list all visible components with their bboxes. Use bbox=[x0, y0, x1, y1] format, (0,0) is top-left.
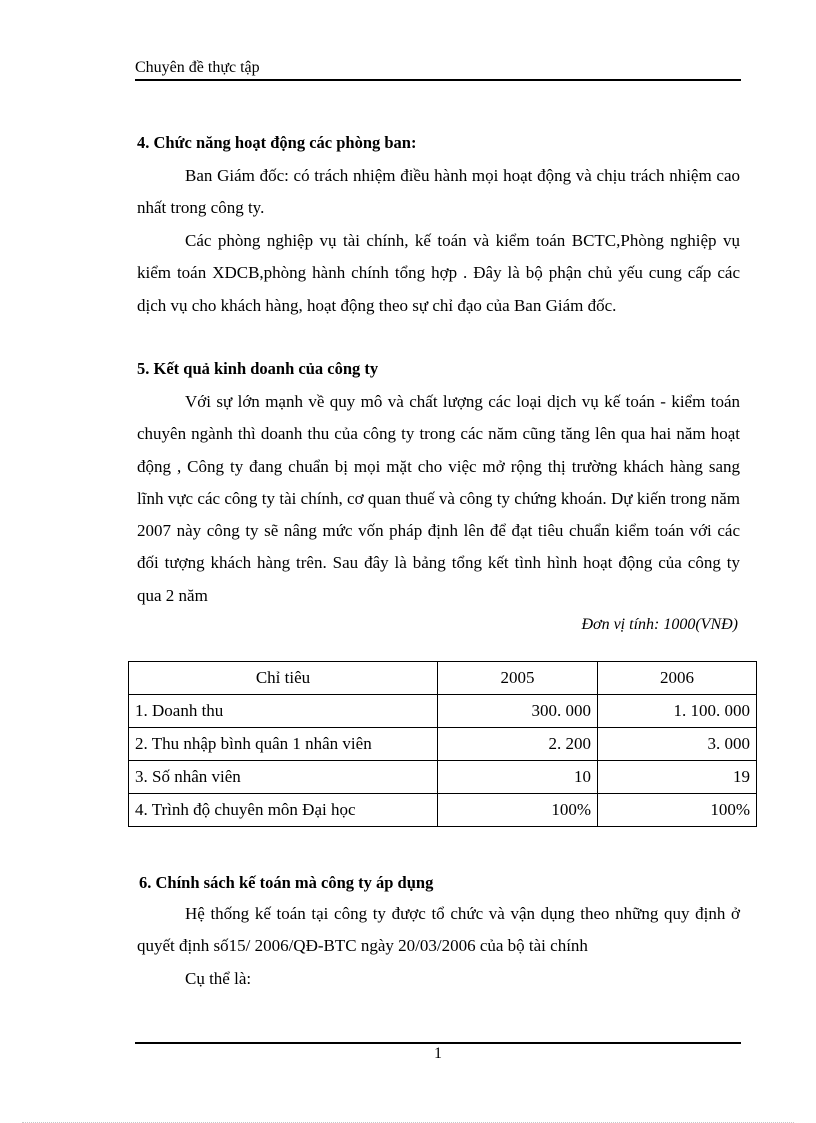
table-row bbox=[129, 794, 757, 827]
table-row bbox=[129, 728, 757, 761]
table-header-row bbox=[129, 662, 757, 695]
table-cell: 100% bbox=[598, 794, 757, 827]
table-row bbox=[129, 695, 757, 728]
section-5-paragraph-1: Với sự lớn mạnh về quy mô và chất lượng các loại dịch vụ kế toán - kiểm toán chuyên ngành thì doanh thu của công ty trong các năm cũng tăng lên qua hai năm hoạt động , Công ty đang chuẩn bị mọi mặt cho việc mở rộng thị trường khách hàng sang lĩnh vực các công ty tài chính, cơ quan thuế và công ty chứng khoán. Dự kiến trong năm 2007 này công ty sẽ nâng mức vốn pháp định lên để đạt tiêu chuẩn kiểm toán với các đối tượng khách hàng trên. Sau đây là bảng tổng kết tình hình hoạt động của công ty qua 2 năm bbox=[137, 392, 740, 605]
table-cell: 19 bbox=[598, 761, 757, 794]
table-header-cell: 2005 bbox=[438, 662, 598, 695]
business-results-table bbox=[128, 661, 757, 827]
section-6-paragraph-2: Cụ thể là: bbox=[185, 969, 252, 988]
page-number: 1 bbox=[434, 1045, 442, 1062]
table-cell: 3. 000 bbox=[598, 728, 757, 761]
section-4-heading: 4. Chức năng hoạt động các phòng ban: bbox=[137, 133, 417, 152]
table-row bbox=[129, 761, 757, 794]
table-cell: 2. Thu nhập bình quân 1 nhân viên bbox=[129, 728, 438, 761]
footer-divider bbox=[135, 1042, 741, 1044]
table-cell: 300. 000 bbox=[438, 695, 598, 728]
section-6-paragraph-1: Hệ thống kế toán tại công ty được tổ chức và vận dụng theo những quy định ở quyết định số15/ 2006/QĐ-BTC ngày 20/03/2006 của bộ tài chính bbox=[137, 904, 740, 956]
table-header-cell: 2006 bbox=[598, 662, 757, 695]
table-cell: 1. 100. 000 bbox=[598, 695, 757, 728]
section-4-paragraph-1: Ban Giám đốc: có trách nhiệm điều hành mọi hoạt động và chịu trách nhiệm cao nhất trong công ty. bbox=[137, 166, 740, 218]
header-divider bbox=[135, 79, 741, 81]
table-cell: 1. Doanh thu bbox=[129, 695, 438, 728]
section-5-heading: 5. Kết quả kinh doanh của công ty bbox=[137, 359, 379, 378]
table-header-cell: Chỉ tiêu bbox=[129, 662, 438, 695]
table-cell: 10 bbox=[438, 761, 598, 794]
header-title: Chuyên đề thực tập bbox=[135, 59, 260, 76]
table-cell: 100% bbox=[438, 794, 598, 827]
table-cell: 3. Số nhân viên bbox=[129, 761, 438, 794]
table-cell: 2. 200 bbox=[438, 728, 598, 761]
table-cell: 4. Trình độ chuyên môn Đại học bbox=[129, 794, 438, 827]
unit-note: Đơn vị tính: 1000(VNĐ) bbox=[581, 616, 738, 633]
section-4-paragraph-2: Các phòng nghiệp vụ tài chính, kế toán và kiểm toán BCTC,Phòng nghiệp vụ kiểm toán XDCB,phòng hành chính tổng hợp . Đây là bộ phận chủ yếu cung cấp các dịch vụ cho khách hàng, hoạt động theo sự chỉ đạo của Ban Giám đốc. bbox=[137, 231, 740, 315]
section-6-heading: 6. Chính sách kế toán mà công ty áp dụng bbox=[139, 873, 434, 892]
